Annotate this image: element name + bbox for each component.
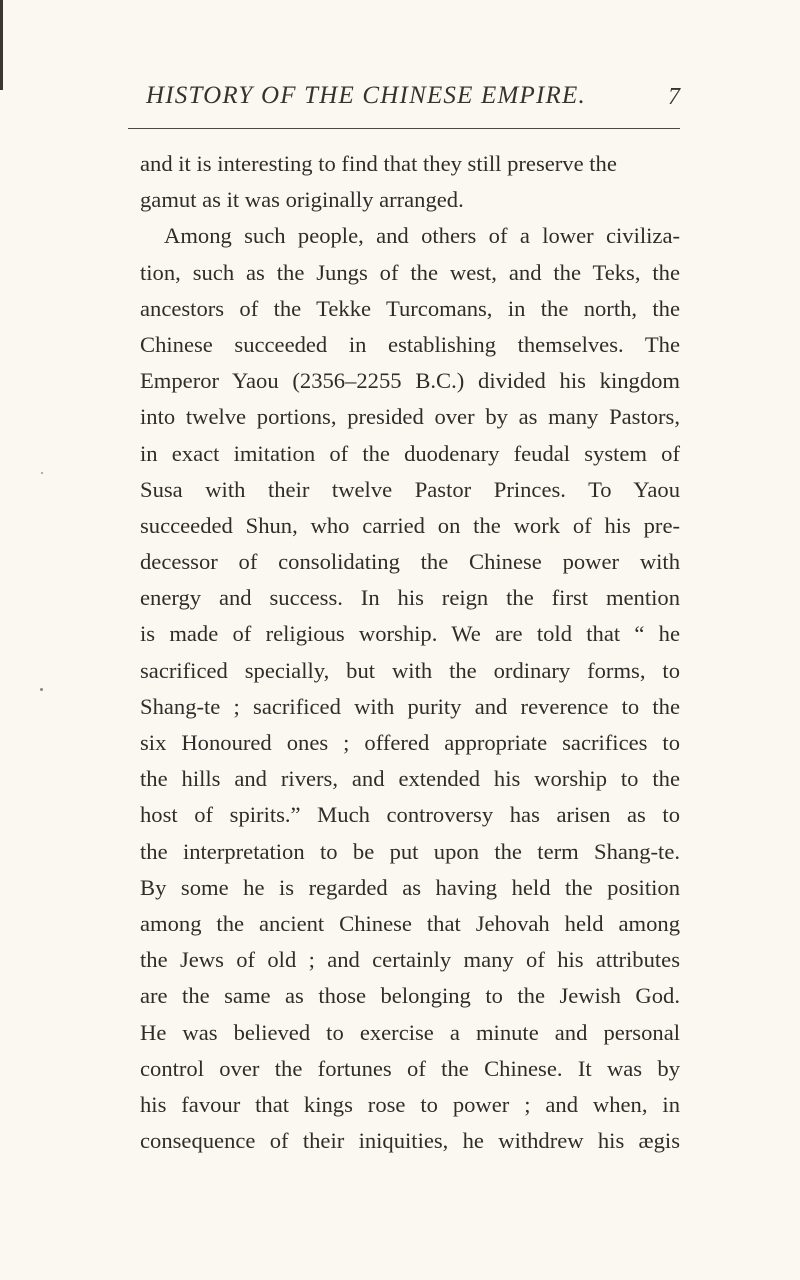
text-line: among the ancient Chinese that Jehovah held among [140, 910, 680, 936]
text-line: six Honoured ones ; offered appropriate sacrifices to [140, 730, 680, 755]
text-line: into twelve portions, presided over by as many Pastors, [140, 404, 680, 430]
text-line: is made of religious worship. We are told that “ he [140, 621, 680, 647]
text-line: sacrificed specially, but with the ordinary forms, to [140, 657, 680, 683]
text-line: in exact imitation of the duodenary feudal system of [140, 440, 680, 466]
text-line: and it is interesting to find that they still preserve the [140, 151, 617, 176]
text-line: Shang-te ; sacrificed with purity and reverence to the [140, 693, 680, 719]
text-line: energy and success. In his reign the first mention [140, 585, 680, 611]
text-line: decessor of consolidating the Chinese power with [140, 549, 680, 575]
text-line: the Jews of old ; and certainly many of his attributes [140, 947, 680, 973]
header-rule [128, 128, 680, 129]
text-line: Chinese succeeded in establishing themselves. The [140, 331, 680, 357]
text-line: the hills and rivers, and extended his worship to the [140, 766, 680, 792]
text-line: gamut as it was originally arranged. [140, 187, 464, 213]
text-line: consequence of their iniquities, he withdrew his ægis [140, 1128, 680, 1154]
body-text [140, 146, 680, 1159]
text-line: Among such people, and others of a lower civiliza- [164, 223, 680, 249]
page-header [140, 82, 680, 116]
page-edge-shadow [0, 0, 3, 90]
text-line: control over the fortunes of the Chinese. It was by [140, 1055, 680, 1081]
text-line: He was believed to exercise a minute and personal [140, 1019, 680, 1045]
paper-speck [40, 688, 43, 691]
text-line: Susa with their twelve Pastor Princes. To Yaou [140, 476, 680, 502]
text-line: his favour that kings rose to power ; and when, in [140, 1091, 680, 1117]
text-line: ancestors of the Tekke Turcomans, in the north, the [140, 295, 680, 321]
text-line: By some he is regarded as having held the position [140, 874, 680, 900]
text-line: host of spirits.” Much controversy has arisen as to [140, 802, 680, 828]
paper-speck [41, 472, 43, 474]
text-line: are the same as those belonging to the Jewish God. [140, 983, 680, 1009]
page-number: 7 [668, 84, 680, 110]
text-line: succeeded Shun, who carried on the work of his pre- [140, 512, 680, 538]
text-line: Emperor Yaou (2356–2255 B.C.) divided his kingdom [140, 368, 680, 394]
text-line: the interpretation to be put upon the term Shang-te. [140, 838, 680, 864]
running-title: HISTORY OF THE CHINESE EMPIRE. [146, 82, 586, 109]
text-line: tion, such as the Jungs of the west, and the Teks, the [140, 259, 680, 285]
